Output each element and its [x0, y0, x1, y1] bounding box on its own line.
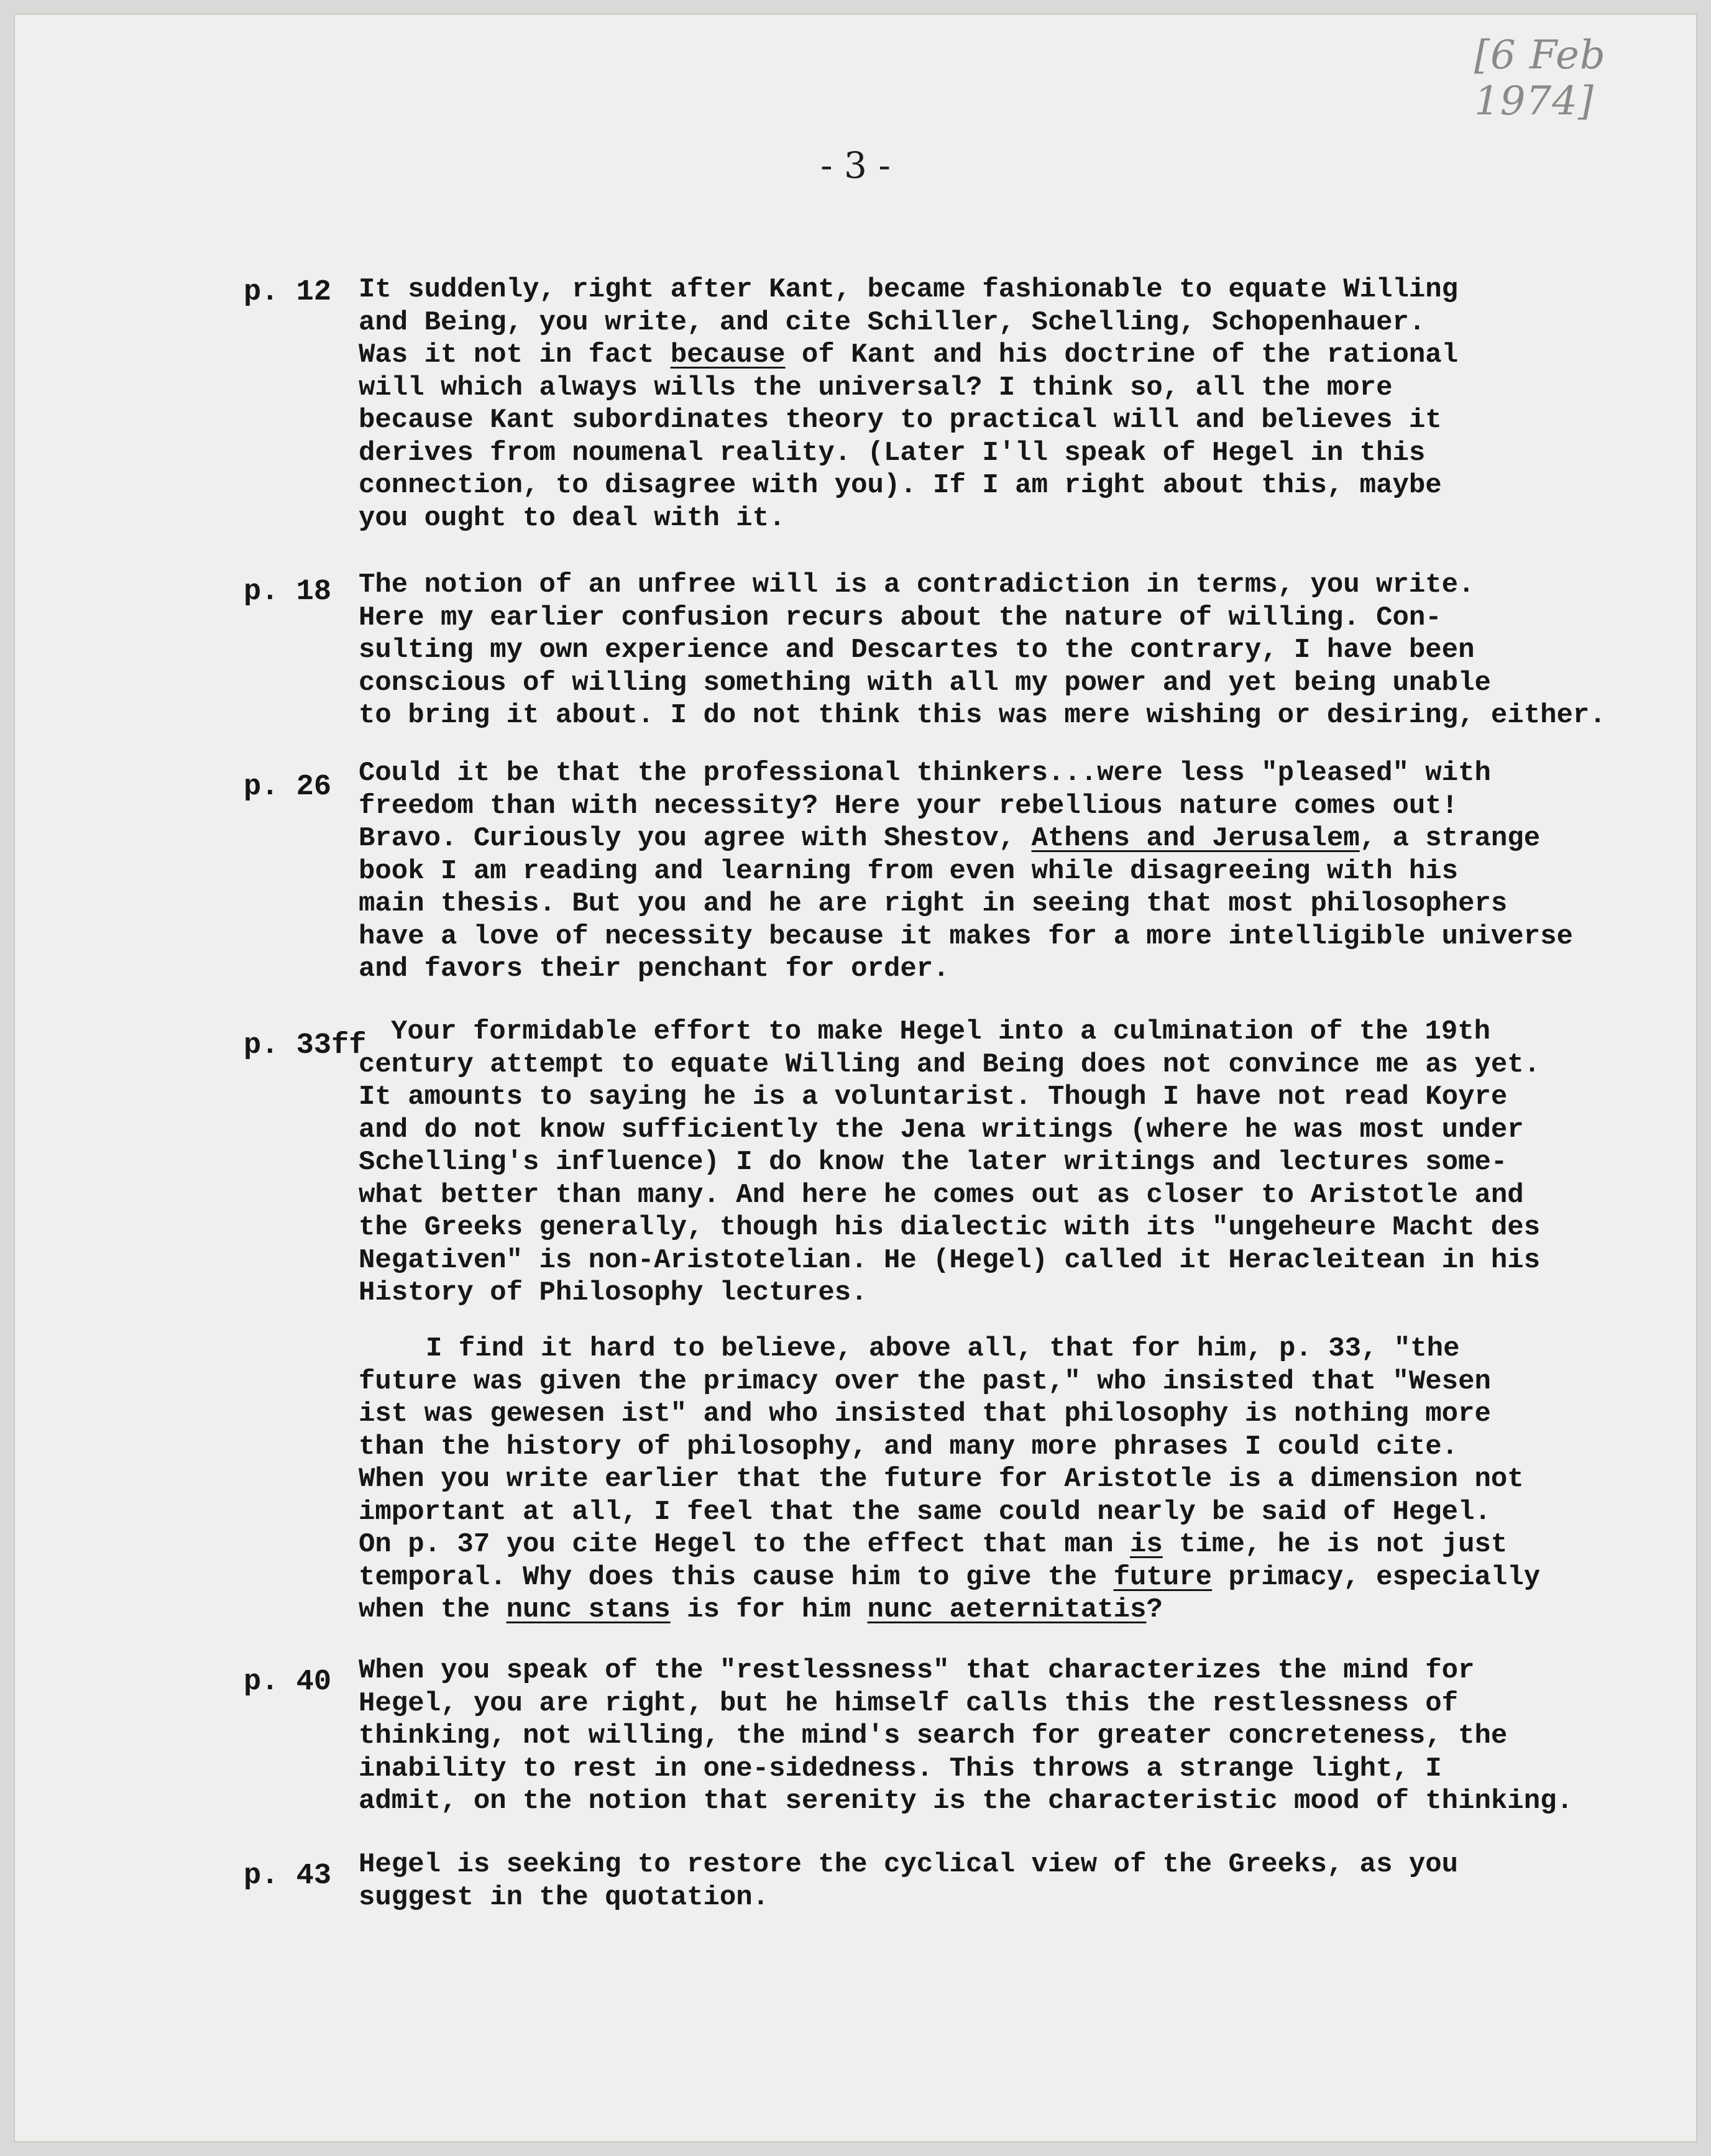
text-line: have a love of necessity because it makes for a more intelligible universe — [359, 920, 1573, 952]
entry-text — [359, 1654, 1573, 1818]
text-line: Bravo. Curiously you agree with Shestov, Athens and Jerusalem, a strange — [359, 823, 1541, 854]
text-line: Negativen" is non-Aristotelian. He (Hegel) called it Heracleitean in his — [359, 1244, 1541, 1276]
entry-text — [359, 1016, 1540, 1310]
page-number: - 3 - — [820, 144, 891, 186]
text-line: When you speak of the "restlessness" that characterizes the mind for — [359, 1655, 1475, 1686]
text-line: Your formidable effort to make Hegel into a culmination of the 19th — [391, 1016, 1491, 1047]
text-line: Here my earlier confusion recurs about the nature of willing. Con- — [359, 602, 1442, 633]
page-reference: p. 43 — [244, 1860, 332, 1892]
text-line: future was given the primacy over the past," who insisted that "Wesen — [359, 1365, 1491, 1397]
text-line: conscious of willing something with all my power and yet being unable — [359, 667, 1491, 699]
page-reference: p. 26 — [244, 771, 332, 804]
text-line: Was it not in fact because of Kant and his doctrine of the rational — [359, 339, 1459, 370]
text-line: ist was gewesen ist" and who insisted that philosophy is nothing more — [359, 1398, 1491, 1429]
underlined-title: Athens and Jerusalem — [1031, 823, 1360, 854]
text-line: what better than many. And here he comes out as closer to Aristotle and — [359, 1179, 1524, 1211]
entry-text — [359, 569, 1606, 732]
handwritten-date: [6 Feb 1974] — [1474, 32, 1606, 124]
underlined-word: is — [1130, 1529, 1163, 1560]
text-line: suggest in the quotation. — [359, 1881, 769, 1913]
text-line: Hegel is seeking to restore the cyclical view of the Greeks, as you — [359, 1849, 1459, 1880]
text-line: I find it hard to believe, above all, that for him, p. 33, "the — [426, 1333, 1460, 1364]
underlined-word: future — [1113, 1561, 1213, 1593]
text-line: inability to rest in one-sidedness. This throws a strange light, I — [359, 1753, 1442, 1784]
text-line: main thesis. But you and he are right in seeing that most philosophers — [359, 888, 1508, 919]
text-line: and favors their penchant for order. — [359, 953, 950, 984]
text-line: Hegel, you are right, but he himself calls this the restlessness of — [359, 1687, 1459, 1719]
text-line: freedom than with necessity? Here your rebellious nature comes out! — [359, 790, 1459, 822]
text-line: and do not know sufficiently the Jena writings (where he was most under — [359, 1114, 1524, 1145]
text-line: The notion of an unfree will is a contradiction in terms, you write. — [359, 569, 1475, 600]
text-line: History of Philosophy lectures. — [359, 1277, 868, 1308]
text-line: connection, to disagree with you). If I am right about this, maybe — [359, 470, 1442, 501]
text-line: you ought to deal with it. — [359, 502, 786, 534]
entry-text — [359, 1848, 1458, 1914]
text-line: the Greeks generally, though his dialectic with its "ungeheure Macht des — [359, 1212, 1541, 1243]
underlined-term: nunc stans — [506, 1594, 671, 1625]
text-line: Could it be that the professional thinkers...were less "pleased" with — [359, 758, 1491, 789]
entry-text — [359, 757, 1573, 986]
text-line: will which always wills the universal? I think so, all the more — [359, 372, 1393, 403]
text-line: When you write earlier that the future for Aristotle is a dimension not — [359, 1464, 1524, 1495]
text-line: important at all, I feel that the same could nearly be said of Hegel. — [359, 1496, 1491, 1528]
text-line: thinking, not willing, the mind's search for greater concreteness, the — [359, 1720, 1508, 1751]
text-line: admit, on the notion that serenity is the characteristic mood of thinking. — [359, 1786, 1573, 1817]
text-line: book I am reading and learning from even while disagreeing with his — [359, 855, 1459, 887]
page-reference: p. 33ff — [244, 1029, 367, 1062]
entry-text-paragraph-2 — [359, 1333, 1540, 1626]
text-line: It amounts to saying he is a voluntarist. Though I have not read Koyre — [359, 1081, 1508, 1112]
page-reference: p. 18 — [244, 576, 332, 608]
text-line: sulting my own experience and Descartes to the contrary, I have been — [359, 635, 1475, 666]
underlined-term: nunc aeternitatis — [867, 1594, 1147, 1625]
text-line: derives from noumenal reality. (Later I'll speak of Hegel in this — [359, 437, 1426, 469]
text-line: because Kant subordinates theory to practical will and believes it — [359, 405, 1442, 436]
text-line: when the nunc stans is for him nunc aeternitatis? — [359, 1594, 1163, 1625]
entry-text — [359, 273, 1458, 534]
text-line: century attempt to equate Willing and Being does not convince me as yet. — [359, 1048, 1541, 1080]
page-reference: p. 40 — [244, 1666, 332, 1699]
page-reference: p. 12 — [244, 276, 332, 309]
text-line: Schelling's influence) I do know the later writings and lectures some- — [359, 1147, 1508, 1178]
underlined-word: because — [670, 339, 786, 370]
typed-letter-page — [14, 14, 1697, 2142]
text-line: temporal. Why does this cause him to give the future primacy, especially — [359, 1561, 1541, 1593]
text-line: and Being, you write, and cite Schiller, Schelling, Schopenhauer. — [359, 306, 1426, 338]
text-line: On p. 37 you cite Hegel to the effect that man is time, he is not just — [359, 1529, 1508, 1560]
text-line: It suddenly, right after Kant, became fashionable to equate Willing — [359, 274, 1459, 305]
text-line: to bring it about. I do not think this was mere wishing or desiring, either. — [359, 700, 1606, 731]
text-line: than the history of philosophy, and many more phrases I could cite. — [359, 1431, 1459, 1462]
